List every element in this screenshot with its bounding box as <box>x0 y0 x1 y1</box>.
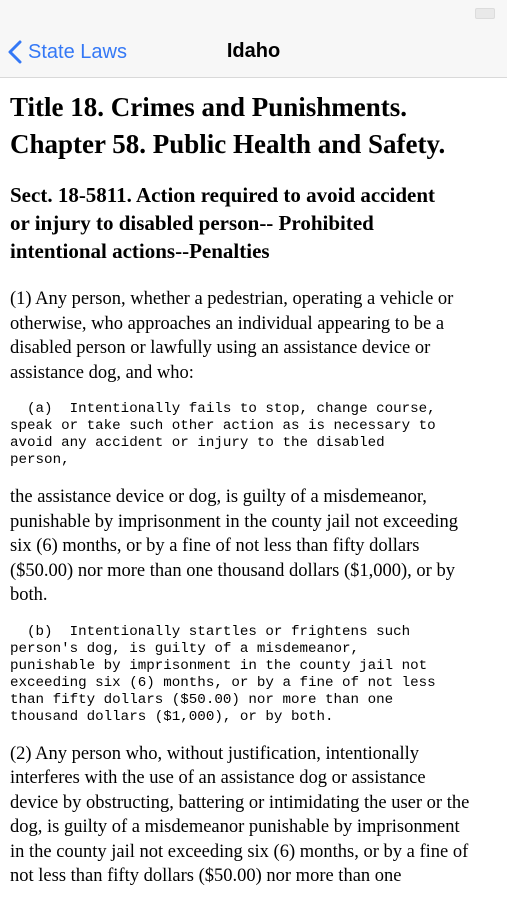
document-title <box>10 89 500 163</box>
mono-line: exceeding six (6) months, or by a fine of not less <box>10 674 436 691</box>
paragraph-1 <box>10 287 500 385</box>
heading-line: or injury to disabled person-- Prohibited <box>10 211 374 235</box>
navigation-bar <box>0 28 507 78</box>
text-line: (2) Any person who, without justification, intentionally <box>10 743 420 764</box>
text-line: device by obstructing, battering or intimidating the user or the <box>10 792 470 813</box>
subsection-a <box>10 401 500 469</box>
mono-line: avoid any accident or injury to the disabled <box>10 435 385 451</box>
status-bar <box>0 0 507 28</box>
mono-line: thousand dollars ($1,000), or by both. <box>10 708 334 725</box>
section-heading <box>10 181 500 265</box>
paragraph-2 <box>10 485 500 608</box>
heading-line: Sect. 18-5811. Action required to avoid accident <box>10 183 436 207</box>
law-text-content <box>10 78 500 889</box>
mono-line: person, <box>10 452 70 468</box>
text-line: otherwise, who approaches an individual appearing to be a <box>10 313 445 334</box>
text-line: six (6) months, or by a fine of not less than fifty dollars <box>10 536 420 556</box>
paragraph-3 <box>10 742 500 889</box>
mono-line: (a) Intentionally fails to stop, change course, <box>10 401 436 417</box>
heading-line: intentional actions--Penalties <box>10 239 270 263</box>
text-line: not less than fifty dollars ($50.00) nor more than one <box>10 866 402 886</box>
mono-line: than fifty dollars ($50.00) nor more than one <box>10 691 394 708</box>
text-line: assistance dog, and who: <box>10 362 194 383</box>
mono-line: (b) Intentionally startles or frightens such <box>10 623 411 640</box>
back-button-label: State Laws <box>28 40 127 63</box>
title-line: Title 18. Crimes and Punishments. <box>10 92 408 122</box>
mono-line: person's dog, is guilty of a misdemeanor, <box>10 640 360 657</box>
text-line: disabled person or lawfully using an assistance device or <box>10 338 431 358</box>
battery-icon <box>475 8 495 19</box>
title-line: Chapter 58. Public Health and Safety. <box>10 129 446 159</box>
text-line: both. <box>10 585 48 605</box>
text-line: ($50.00) nor more than one thousand dollars ($1,000), or by <box>10 560 455 581</box>
page-title: Idaho <box>226 40 281 62</box>
text-line: dog, is guilty of a misdemeanor punishable by imprisonment <box>10 817 460 837</box>
text-line: punishable by imprisonment in the county jail not exceeding <box>10 511 459 532</box>
mono-line: speak or take such other action as is necessary to <box>10 418 436 434</box>
text-line: (1) Any person, whether a pedestrian, operating a vehicle or <box>10 289 454 309</box>
text-line: the assistance device or dog, is guilty of a misdemeanor, <box>10 487 427 507</box>
subsection-b <box>10 624 500 726</box>
text-line: in the county jail not exceeding six (6) months, or by a fine of <box>10 841 469 862</box>
text-line: interferes with the use of an assistance dog or assistance <box>10 768 426 788</box>
mono-line: punishable by imprisonment in the county jail not <box>10 657 428 674</box>
